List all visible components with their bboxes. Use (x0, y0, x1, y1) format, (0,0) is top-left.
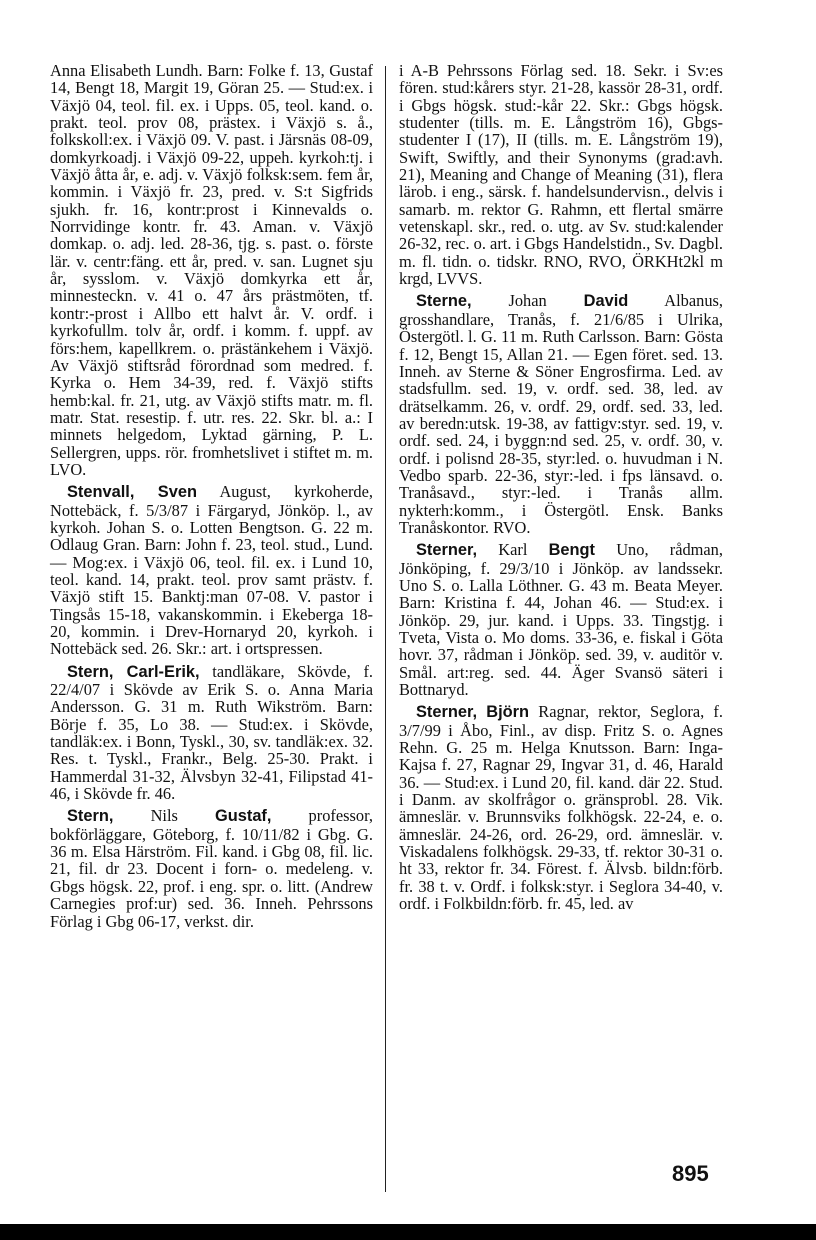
entry-bold-given-name: David (583, 292, 629, 311)
column-divider (385, 66, 386, 1192)
entry-sterne-johan-david (399, 292, 723, 536)
entry-body: Nils Gustaf, professor, bokförläggare, Göteborg, f. 10/11/82 i Gbg. G. 36 m. Elsa Härström. Fil. kand. i Gbg 08, fil. lic. 21, fil. dr 23. Docent i forn- o. medeleng. v. Gbgs högsk. 22, prof. i eng. spr. o. litt. (Andrew Carnegies prof:ur) sed. 36. Inneh. Pehrssons Förlag i Gbg 06-17, verkst. dir. (50, 806, 373, 931)
entry-body: i A-B Pehrssons Förlag sed. 18. Sekr. i Sv:es fören. stud:kårers styr. 21-28, kassör 28-31, ordf. i Gbgs högsk. stud:-kår 22. Skr.: Gbgs högsk. studenter (tills. m. E. Långström 16), Gbgs-studenter I (17), II (tills. m. E. Långström 19), Swift, Swiftly, and their Synonyms (grad:avh. 21), Meaning and Change of Meaning (31), flera lärob. i eng., särsk. f. handelsundervisn., delvis i samarb. m. rektor G. Rahmn, ett flertal smärre vetenskapl. skr., red. o. utg. av Sv. stud:kalender 26-32, rec. o. art. i Gbgs Handelstidn., Sv. Dagbl. m. fl. tidn. o. tidskr. RNO, RVO, ÖRKHt2kl m krgd, LVVS. (399, 61, 723, 289)
entry-body: Albanus, grosshandlare, Tranås, f. 21/6/85 i Ulrika, Östergötl. l. G. 11 m. Ruth Carlsson. Barn: Gösta f. 12, Bengt 15, Allan 21. — Egen föret. sed. 13. Inneh. av Sterne & Söner Engrosfirma. Led. av stadsfullm. sed. 19, v. ordf. sed. 38, led. av drätselkamm. 26, v. ordf. 29, ordf. sed. 33, led. av beredn:utsk. 19-38, av fattigv:styr. sed. 19, v. ordf. sed. 24, i byggn:nd sed. 25, v. ordf. 30, v. ordf. i polisnd 28-35, styr:led. o. huvudman i N. Vedbo sparb. 22-36, styr:-led. i fps länsavd. o. Tranåsavd., styr:-led. i Tranås allm. nykterh:komm., i Östergötl. Ensk. Banks Tranåskontor. RVO. (399, 291, 723, 537)
entry-given-name: Sven (157, 483, 197, 502)
left-column (50, 62, 373, 935)
entry-surname: Sterner, (416, 703, 478, 722)
entry-sterner-bjorn (399, 703, 723, 912)
page-number: 895 (672, 1161, 709, 1186)
entry-body: Anna Elisabeth Lundh. Barn: Folke f. 13, Gustaf 14, Bengt 18, Margit 19, Göran 25. — Stud:ex. i Växjö 04, teol. fil. ex. i Upps. 05, teol. kand. o. prakt. teol. prov 08, prästex. i Växjö s. å., folkskoll:ex. i Växjö 09. V. past. i Järsnäs 08-09, domkyrkoadj. i Växjö 09-22, uppeh. kyrkoh:tj. i Växjö åtta år, e. adj. v. Växjö folksk:sem. fem år, kommin. i Växjö fr. 23, pred. v. S:t Sigfrids sjukh. fr. 16, kontr:prost i Kinnevalds o. Norrvidinge kontr. fr. 43. Aman. v. Växjö domkap. o. adj. led. 28-36, tjg. s. past. o. förste lär. v. centr:fäng. ett år, pred. v. san. Lugnet sju år, sysslom. v. Växjö domkyrka ett år, minnesteckn. v. 41 o. 47 års prästmöten, tf. kontr:-prost i Allbo ett halvt år. V. ordf. i kyrkofullm. tolv år, ordf. i komm. f. uppf. av förs:hem, kapellkrem. o. prästänkehem i Växjö. Av Växjö stiftsråd förordnad som medred. f. Kyrka o. Hem 34-39, red. f. Växjö stifts hemb:kal. fr. 21, utg. av Växjö stifts matr. m. fl. matr. Stat. resestip. f. utr. res. 22. Skr. bl. a.: I minnets helgedom, Lyktad gärning, P. L. Sellergren, upps. rör. fromhetslivet i stiftet m. m. LVO. (50, 61, 373, 479)
entry-body: tandläkare, Skövde, f. 22/4/07 i Skövde av Erik S. o. Anna Maria Andersson. G. 31 m. Ruth Wikström. Barn: Börje f. 35, Lo 38. — Stud:ex. i Skövde, tandläk:ex. i Bonn, Tyskl., 30, sv. tandläk:ex. 32. Res. t. Tyskl., Frankr., Belg. 25-30. Prakt. i Hammerdal 31-32, Älvsbyn 32-41, Filipstad 41-46, i Skövde fr. 46. (50, 661, 373, 804)
entry-given-name: Karl Bengt (498, 540, 596, 560)
entry-surname: Stern, (67, 807, 114, 826)
entry-bold-given-name: Bengt (548, 541, 596, 560)
entry-surname: Sterne, (416, 292, 472, 311)
entry-stern-carl-erik (50, 663, 373, 803)
entry-sterner-karl-bengt (399, 541, 723, 698)
entry-given-name: Gustaf, (214, 807, 272, 826)
entry-stern-continued (399, 62, 723, 287)
entry-surname: Stern, Carl-Erik, (67, 662, 200, 681)
entry-stenvall-sven (50, 483, 373, 657)
entry-lundh-continued (50, 62, 373, 478)
entry-given-name: Björn (486, 703, 530, 722)
entry-surname: Stenvall, (67, 483, 135, 502)
entry-given-name: Johan David (508, 291, 629, 311)
entry-stern-nils-gustaf (50, 807, 373, 929)
entry-surname: Sterner, (416, 541, 478, 560)
scan-border (0, 1224, 816, 1240)
entry-body: Uno, rådman, Jönköping, f. 29/3/10 i Jönköp. av landssekr. Uno S. o. Lalla Löthner. G. 43 m. Beata Meyer. Barn: Kristina f. 44, Johan 46. — Stud:ex. i Jönköp. 29, jur. kand. i Upps. 33. Tingstjg. i Tveta, Vista o. Mo doms. 33-36, e. fiskal i Göta hovr. 37, rådman i Jönköp. sed. 39, v. auditör v. Smål. art:reg. sed. 44. Äger Svansö säteri i Bottnaryd. (399, 540, 723, 700)
entry-body: Ragnar, rektor, Seglora, f. 3/7/99 i Åbo, Finl., av disp. Fritz S. o. Agnes Rehn. G. 25 m. Helga Knutsson. Barn: Inga-Kajsa f. 27, Ragnar 29, Ingvar 31, d. 46, Harald 36. — Stud:ex. i Lund 20, fil. kand. där 22. Stud. i Danm. av skolfrågor o. gränsprobl. 28. Vik. ämneslär. v. Brunnsviks folkhögsk. 22-24, e. o. ämneslär. 24-26, ord. 26-29, ord. ämneslär. v. Viskadalens folkhögsk. 29-33, tf. rektor 30-31 o. ht 33, rektor fr. 34. Förest. f. Älvsb. bildn:förb. fr. 38 t. v. Ordf. i folksk:styr. i Seglora 34-40, v. ordf. i Folkbildn:förb. fr. 45, led. av (399, 702, 723, 914)
right-column (399, 62, 723, 918)
entry-body: August, kyrkoherde, Nottebäck, f. 5/3/87 i Färgaryd, Jönköp. l., av kyrkoh. Johan S. o. Lotten Bengtson. G. 22 m. Odlaug Gran. Barn: John f. 23, teol. stud., Lund. — Mog:ex. i Växjö 06, teol. fil. ex. i Lund 10, teol. kand. 14, prakt. teol. prov samt prästv. f. Växjö stift 15. Banktj:man 07-08. V. pastor i Tingsås 15-18, vakanskommin. i Ekeberga 18-20, kommin. i Drev-Hornaryd 20, kyrkoh. i Nottebäck sed. 26. Skr.: art. i ortspressen. (50, 482, 373, 659)
